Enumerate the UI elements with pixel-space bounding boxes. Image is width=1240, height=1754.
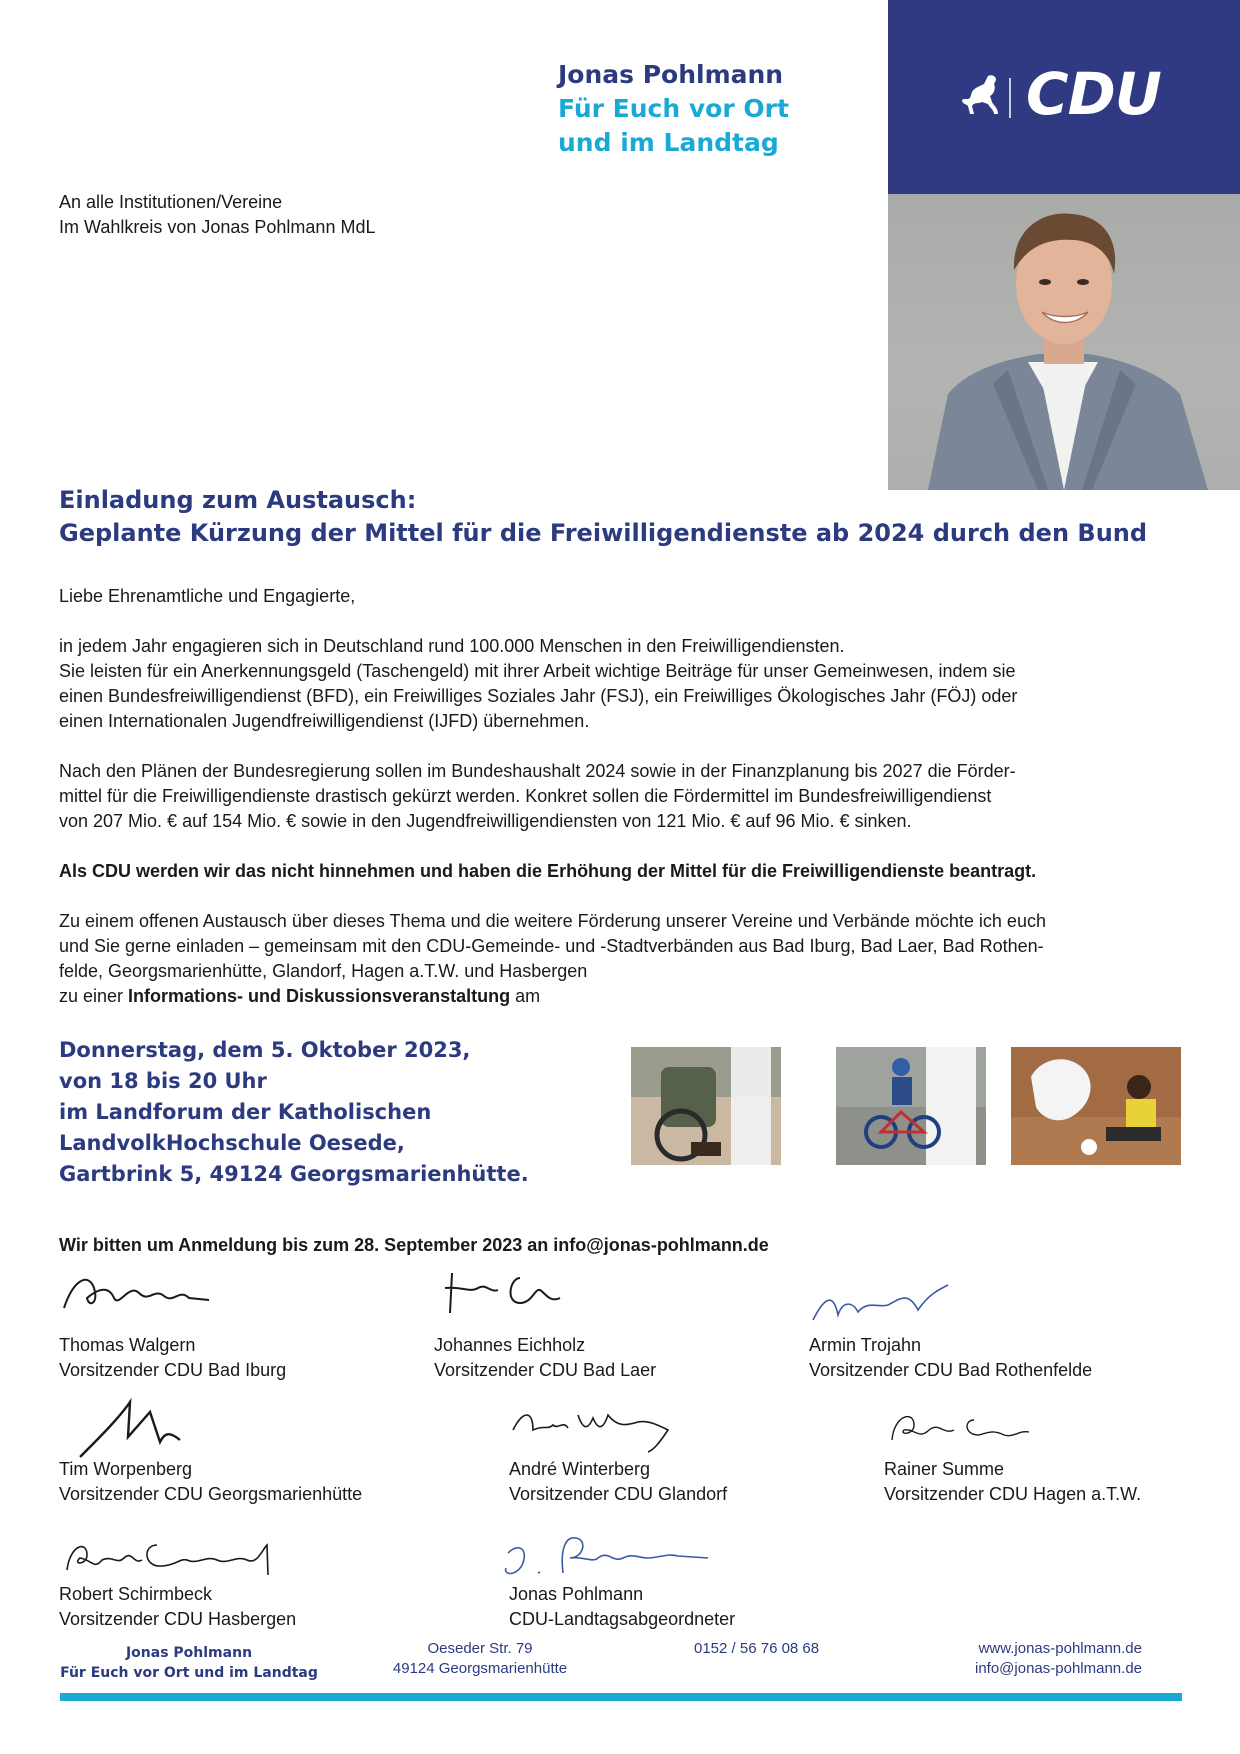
logo-divider <box>1009 78 1011 118</box>
invitation-prefix: zu einer <box>59 986 129 1006</box>
signatory-role: Vorsitzender CDU Hasbergen <box>59 1609 297 1629</box>
signatory-role: Vorsitzender CDU Hagen a.T.W. <box>884 1484 1142 1504</box>
footer-brand <box>59 1643 319 1683</box>
signature-winterberg <box>508 1400 688 1456</box>
paragraph-line: in jedem Jahr engagieren sich in Deutschland rund 100.000 Menschen in den Freiwilligendiensten. <box>59 636 845 656</box>
signature-trojahn <box>808 1280 978 1330</box>
footer-accent-bar <box>60 1693 1182 1701</box>
recipient-block <box>59 190 375 240</box>
title-line1: Einladung zum Austausch: <box>59 486 417 514</box>
paragraph-line: felde, Georgsmarienhütte, Glandorf, Hagen a.T.W. und Hasbergen <box>59 961 588 981</box>
signatory-summe <box>884 1457 1141 1507</box>
title-line2: Geplante Kürzung der Mittel für die Freiwilligendienste ab 2024 durch den Bund <box>59 519 1148 547</box>
footer-street: Oeseder Str. 79 <box>427 1640 533 1657</box>
signature-pohlmann <box>498 1528 728 1584</box>
signatory-walgern <box>59 1333 286 1383</box>
event-details <box>59 1035 529 1190</box>
paragraph-line: Zu einem offenen Austausch über dieses Thema und die weitere Förderung unserer Vereine und Verbände möchte ich euch <box>59 911 1046 931</box>
footer-address <box>380 1639 580 1679</box>
signatory-name: Johannes Eichholz <box>434 1335 586 1355</box>
paragraph-line: einen Bundesfreiwilligendienst (BFD), ein Freiwilliges Soziales Jahr (FSJ), ein Freiwilliges Ökologisches Jahr (FÖJ) oder <box>59 686 1018 706</box>
signatory-schirmbeck <box>59 1582 296 1632</box>
invitation-suffix: am <box>510 986 541 1006</box>
signatory-name: Tim Worpenberg <box>59 1459 193 1479</box>
wheelchair-photo <box>631 1047 781 1165</box>
header-name: Jonas Pohlmann <box>558 60 784 89</box>
signatory-worpenberg <box>59 1457 362 1507</box>
signatory-role: Vorsitzender CDU Bad Rothenfelde <box>809 1360 1093 1380</box>
letter-body <box>59 584 1189 1009</box>
event-place-line2: LandvolkHochschule Oesede, <box>59 1131 405 1155</box>
signatory-eichholz <box>434 1333 656 1383</box>
footer-slogan: Für Euch vor Ort und im Landtag <box>60 1665 318 1681</box>
football-child-photo <box>1011 1047 1181 1165</box>
cdu-statement: Als CDU werden wir das nicht hinnehmen und haben die Erhöhung der Mittel für die Freiwilligendienste beantragt. <box>59 861 1037 881</box>
paragraph-line: einen Internationalen Jugendfreiwilligendienst (IJFD) übernehmen. <box>59 711 590 731</box>
signatory-name: Armin Trojahn <box>809 1335 922 1355</box>
signatory-pohlmann <box>509 1582 735 1632</box>
event-date: Donnerstag, dem 5. Oktober 2023, <box>59 1038 471 1062</box>
signature-schirmbeck <box>62 1530 302 1582</box>
recipient-line1: An alle Institutionen/Vereine <box>59 192 283 212</box>
signatory-role: Vorsitzender CDU Glandorf <box>509 1484 728 1504</box>
paragraph-line: Sie leisten für ein Anerkennungsgeld (Taschengeld) mit ihrer Arbeit wichtige Beiträge für unser Gemeinwesen, indem sie <box>59 661 1016 681</box>
paragraph-line: Nach den Plänen der Bundesregierung sollen im Bundeshaushalt 2024 sowie in der Finanzplanung bis 2027 die Förder- <box>59 761 1016 781</box>
header-block <box>558 58 789 160</box>
invitation-line <box>59 984 1189 1009</box>
event-time: von 18 bis 20 Uhr <box>59 1069 267 1093</box>
signatory-role: CDU-Landtagsabgeordneter <box>509 1609 736 1629</box>
child-bike-photo <box>836 1047 986 1165</box>
recipient-line2: Im Wahlkreis von Jonas Pohlmann MdL <box>59 217 376 237</box>
signatory-role: Vorsitzender CDU Georgsmarienhütte <box>59 1484 363 1504</box>
footer-name: Jonas Pohlmann <box>125 1645 253 1661</box>
footer-web-link[interactable]: www.jonas-pohlmann.de <box>978 1640 1142 1657</box>
footer-email-link[interactable]: info@jonas-pohlmann.de <box>975 1660 1142 1677</box>
signatory-role: Vorsitzender CDU Bad Iburg <box>59 1360 287 1380</box>
signatory-name: Robert Schirmbeck <box>59 1584 213 1604</box>
paragraph-line: und Sie gerne einladen – gemeinsam mit den CDU-Gemeinde- und -Stadtverbänden aus Bad Iburg, Bad Laer, Bad Rothen- <box>59 936 1044 956</box>
registration-note: Wir bitten um Anmeldung bis zum 28. September 2023 an info@jonas-pohlmann.de <box>59 1235 769 1255</box>
letter-title <box>59 484 1189 550</box>
event-address: Gartbrink 5, 49124 Georgsmarienhütte. <box>59 1162 529 1186</box>
signature-eichholz <box>440 1268 600 1324</box>
signatory-name: Thomas Walgern <box>59 1335 196 1355</box>
signatory-trojahn <box>809 1333 1092 1383</box>
cdu-logo-box <box>888 0 1240 194</box>
event-type: Informations- und Diskussionsveranstaltung <box>128 986 511 1006</box>
signature-worpenberg <box>70 1392 210 1462</box>
signatory-name: Jonas Pohlmann <box>509 1584 644 1604</box>
signature-summe <box>884 1400 1044 1450</box>
footer-phone: 0152 / 56 76 08 68 <box>694 1640 820 1657</box>
salutation: Liebe Ehrenamtliche und Engagierte, <box>59 586 356 606</box>
paragraph-line: von 207 Mio. € auf 154 Mio. € sowie in den Jugendfreiwilligendiensten von 121 Mio. € auf 96 Mio. € sinken. <box>59 811 912 831</box>
portrait-photo <box>888 194 1240 490</box>
signatory-role: Vorsitzender CDU Bad Laer <box>434 1360 657 1380</box>
footer-contact <box>930 1639 1142 1679</box>
cdu-logo-text: CDU <box>1026 60 1161 128</box>
paragraph-line: mittel für die Freiwilligendienste drastisch gekürzt werden. Konkret sollen die Fördermittel im Bundesfreiwilligendienst <box>59 786 992 806</box>
signatory-winterberg <box>509 1457 727 1507</box>
signatory-name: André Winterberg <box>509 1459 651 1479</box>
signatory-name: Rainer Summe <box>884 1459 1005 1479</box>
event-place-line1: im Landforum der Katholischen <box>59 1100 432 1124</box>
footer-city: 49124 Georgsmarienhütte <box>392 1660 568 1677</box>
horse-icon <box>958 72 1002 118</box>
signature-walgern <box>59 1268 259 1318</box>
header-slogan-line1: Für Euch vor Ort <box>558 94 789 123</box>
header-slogan-line2: und im Landtag <box>558 128 779 157</box>
